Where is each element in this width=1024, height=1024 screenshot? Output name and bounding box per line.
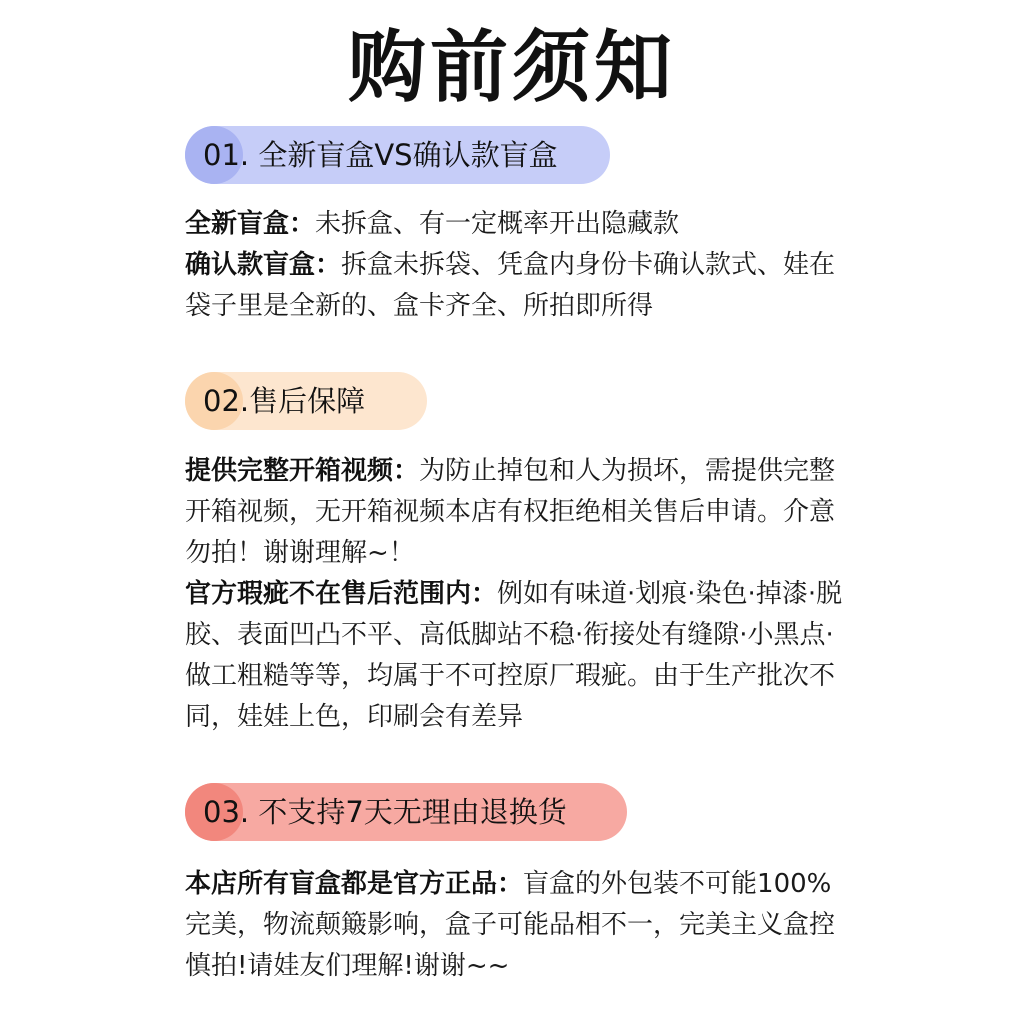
term-colon: ：: [471, 579, 498, 609]
term-colon: ：: [315, 250, 342, 280]
paragraph-unboxing-video: [185, 451, 855, 574]
term-description: 例如有味道·划痕·染色·掉漆·脱胶、表面凹凸不平、高低脚站不稳·衔接处有缝隙·小黑点·做工粗糙等等，均属于不可控原厂瑕疵。由于生产批次不同，娃娃上色，印刷会有差异: [185, 579, 843, 732]
section-heading-no-returns: [185, 783, 627, 841]
term-colon: ：: [289, 209, 316, 239]
term-label: 本店所有盲盒都是官方正品: [185, 869, 498, 899]
term-description: 为防止掉包和人为损坏，需提供完整开箱视频，无开箱视频本店有权拒绝相关售后申请。介意勿拍！谢谢理解~！: [185, 456, 836, 568]
section-body-no-returns: [185, 864, 855, 987]
section-heading-text: 02.售后保障: [203, 384, 366, 418]
paragraph-official-genuine: [185, 864, 855, 987]
term-label: 全新盲盒: [185, 209, 290, 239]
paragraph-official-defects: [185, 574, 855, 738]
section-heading-text: 01. 全新盲盒VS确认款盲盒: [203, 138, 558, 172]
term-label: 官方瑕疵不在售后范围内: [185, 579, 472, 609]
paragraph-new-blind-box: [185, 204, 855, 245]
section-heading-text: 03. 不支持7天无理由退换货: [203, 795, 567, 829]
section-heading-after-sales: [185, 372, 427, 430]
term-description: 未拆盒、有一定概率开出隐藏款: [315, 209, 680, 239]
section-heading-new-vs-confirmed: [185, 126, 610, 184]
term-colon: ：: [393, 456, 420, 486]
term-label: 提供完整开箱视频: [185, 456, 394, 486]
paragraph-confirmed-blind-box: [185, 245, 855, 327]
term-colon: ：: [497, 869, 524, 899]
section-body-new-vs-confirmed: [185, 204, 855, 327]
section-body-after-sales: [185, 451, 855, 738]
term-label: 确认款盲盒: [185, 250, 316, 280]
term-description: 盲盒的外包装不可能100%完美，物流颠簸影响，盒子可能品相不一，完美主义盒控慎拍!请娃友们理解!谢谢~~: [185, 869, 836, 981]
page-title: 购前须知: [347, 22, 676, 113]
term-description: 拆盒未拆袋、凭盒内身份卡确认款式、娃在袋子里是全新的、盒卡齐全、所拍即所得: [185, 250, 836, 321]
